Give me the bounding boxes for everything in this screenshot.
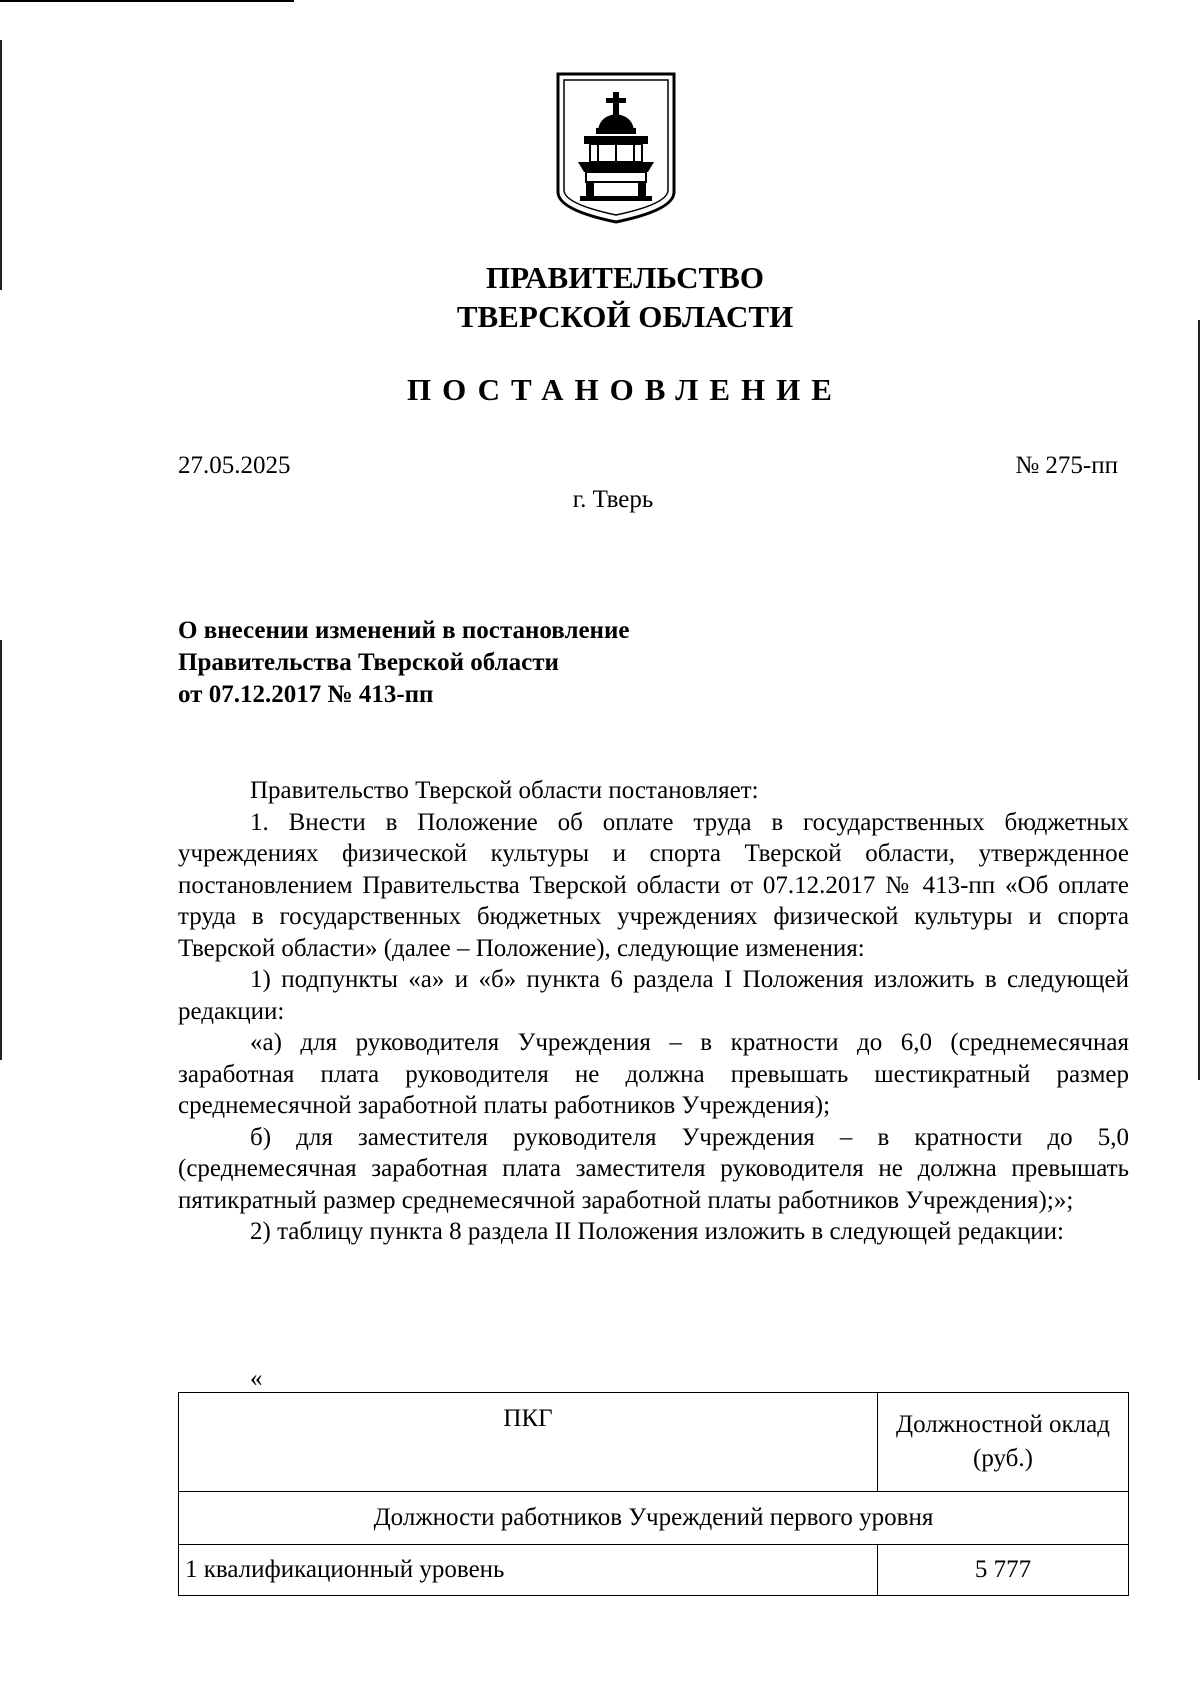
document-number: № 275-пп: [1015, 452, 1118, 479]
coat-of-arms-emblem: [554, 70, 678, 226]
table-section-title: Должности работников Учреждений первого уровня: [179, 1492, 1129, 1545]
table-row: [179, 1545, 1129, 1596]
subject-line: О внесении изменений в постановление: [178, 617, 630, 644]
document-city: г. Тверь: [572, 486, 654, 513]
document-body: [178, 775, 1129, 1248]
document-type: ПОСТАНОВЛЕНИЕ: [407, 372, 843, 407]
government-title-line: ПРАВИТЕЛЬСТВО: [486, 260, 764, 295]
table-section-row: [179, 1492, 1129, 1545]
table-header-salary-line: (руб.): [973, 1445, 1033, 1472]
table-header-pkg: ПКГ: [179, 1393, 878, 1492]
scan-artifact-edge: [0, 640, 2, 1060]
government-title-line: ТВЕРСКОЙ ОБЛАСТИ: [456, 299, 794, 334]
quote-mark: «: [250, 1365, 263, 1392]
body-paragraph: 2) таблицу пункта 8 раздела II Положения изложить в следующей редакции:: [250, 1218, 1064, 1245]
table-cell-level: 1 квалификационный уровень: [179, 1545, 878, 1596]
document-subject: [178, 615, 629, 711]
salary-table: [178, 1392, 1129, 1596]
body-paragraph: Правительство Тверской области постановляет:: [250, 777, 759, 804]
body-paragraph: 1. Внести в Положение об оплате труда в государственных бюджетных учреждениях физической культуры и спорта Тверской области, утвержденное постановлением Правительства Тверской области от 07.12.2017 № 413-пп «Об оплате труда в государственных бюджетных учреждениях физической культуры и спорта Тверской области» (далее – Положение), следующие изменения:: [178, 808, 1129, 962]
subject-line: от 07.12.2017 № 413-пп: [178, 681, 434, 708]
body-paragraph: б) для заместителя руководителя Учреждения – в кратности до 5,0 (среднемесячная заработная плата заместителя руководителя не должна превышать пятикратный размер среднемесячной заработной платы работников Учреждения);»;: [178, 1123, 1129, 1214]
government-title: [0, 258, 1200, 336]
table-cell-amount: 5 777: [878, 1545, 1129, 1596]
table-header-row: [179, 1393, 1129, 1492]
table-header-salary: [878, 1393, 1129, 1492]
document-date: 27.05.2025: [178, 452, 291, 479]
body-paragraph: «а) для руководителя Учреждения – в кратности до 6,0 (среднемесячная заработная плата руководителя не должна превышать шестикратный размер среднемесячной заработной платы работников Учреждения);: [178, 1029, 1129, 1119]
subject-line: Правительства Тверской области: [178, 649, 559, 676]
body-paragraph: 1) подпункты «а» и «б» пункта 6 раздела I Положения изложить в следующей редакции:: [178, 966, 1129, 1025]
scan-artifact-edge: [0, 40, 2, 290]
table-header-salary-line: Должностной оклад: [896, 1411, 1110, 1438]
scan-artifact-line: [0, 0, 294, 2]
